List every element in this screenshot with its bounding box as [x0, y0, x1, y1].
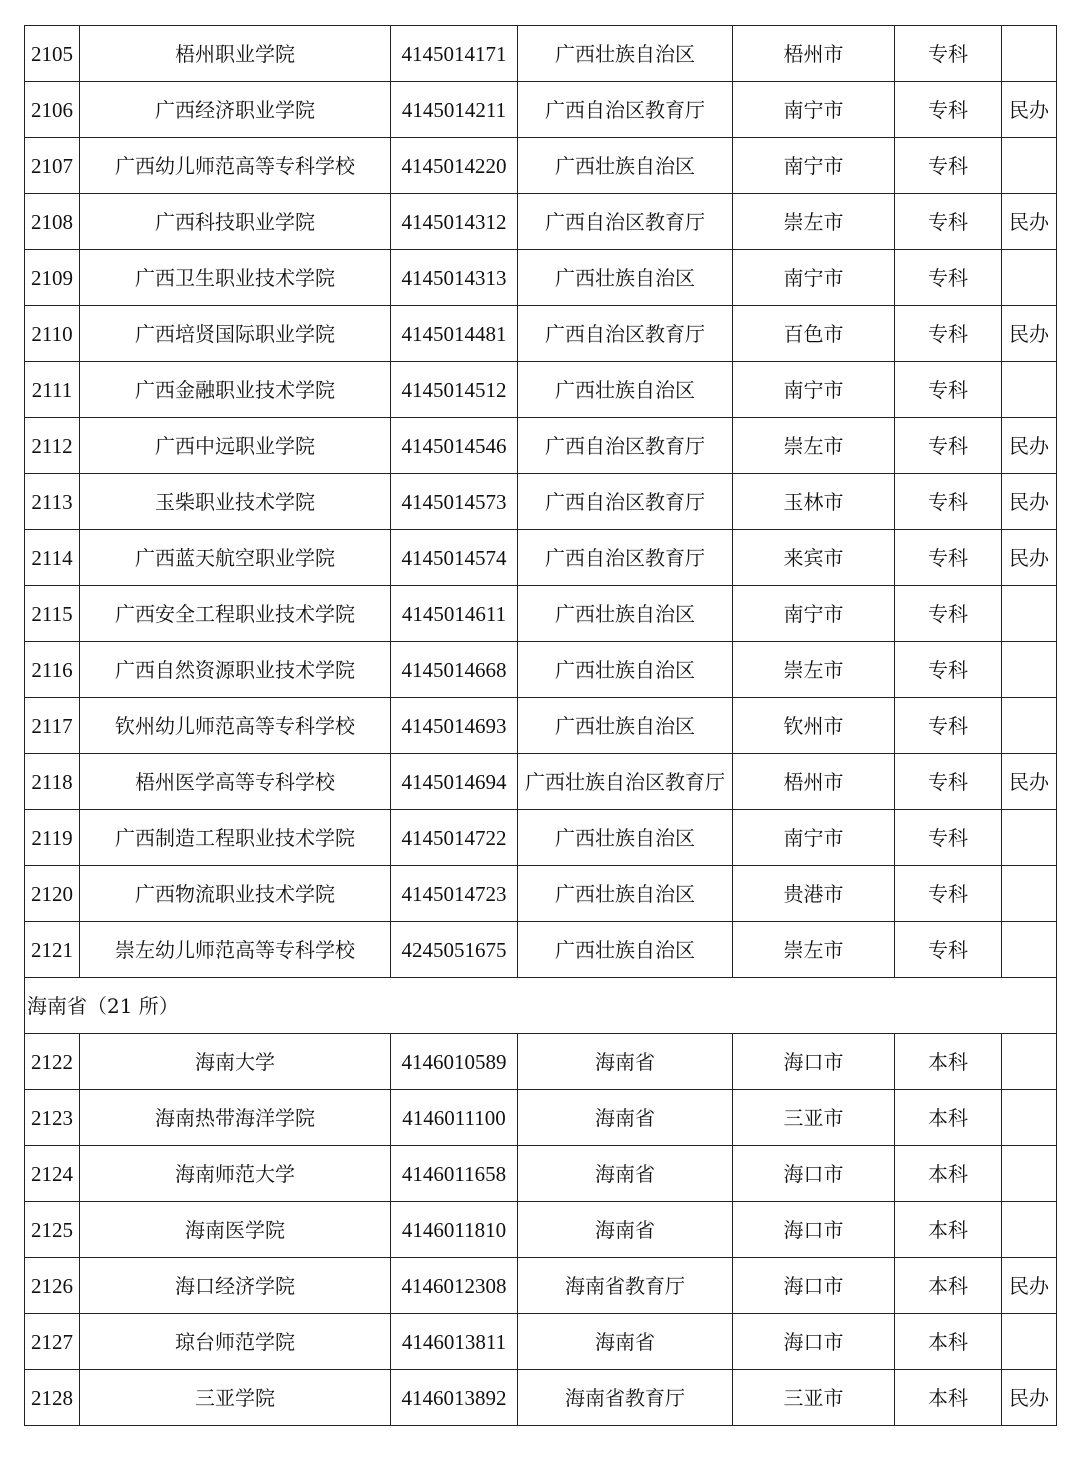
cell-education-level: 专科 — [895, 642, 1002, 698]
cell-serial-number: 2119 — [25, 810, 80, 866]
cell-school-name: 崇左幼儿师范高等专科学校 — [80, 922, 391, 978]
cell-education-level: 本科 — [895, 1258, 1002, 1314]
cell-supervising-department: 广西壮族自治区 — [518, 586, 733, 642]
cell-serial-number: 2110 — [25, 306, 80, 362]
cell-serial-number: 2127 — [25, 1314, 80, 1370]
cell-serial-number: 2114 — [25, 530, 80, 586]
cell-city: 海口市 — [733, 1034, 895, 1090]
cell-city: 海口市 — [733, 1202, 895, 1258]
cell-remark: 民办 — [1002, 1258, 1057, 1314]
cell-education-level: 本科 — [895, 1090, 1002, 1146]
cell-supervising-department: 广西自治区教育厅 — [518, 530, 733, 586]
cell-serial-number: 2105 — [25, 26, 80, 82]
cell-serial-number: 2116 — [25, 642, 80, 698]
cell-supervising-department: 广西壮族自治区 — [518, 26, 733, 82]
cell-school-name: 梧州职业学院 — [80, 26, 391, 82]
cell-serial-number: 2125 — [25, 1202, 80, 1258]
cell-education-level: 专科 — [895, 362, 1002, 418]
cell-city: 三亚市 — [733, 1090, 895, 1146]
cell-school-name: 琼台师范学院 — [80, 1314, 391, 1370]
cell-remark — [1002, 642, 1057, 698]
cell-serial-number: 2115 — [25, 586, 80, 642]
cell-remark: 民办 — [1002, 530, 1057, 586]
table-row — [25, 810, 1057, 866]
cell-school-name: 海南医学院 — [80, 1202, 391, 1258]
cell-education-level: 本科 — [895, 1370, 1002, 1426]
cell-city: 南宁市 — [733, 362, 895, 418]
cell-school-code: 4146010589 — [391, 1034, 518, 1090]
table-row — [25, 1202, 1057, 1258]
cell-education-level: 专科 — [895, 530, 1002, 586]
cell-school-code: 4145014312 — [391, 194, 518, 250]
cell-school-code: 4145014171 — [391, 26, 518, 82]
cell-serial-number: 2123 — [25, 1090, 80, 1146]
cell-education-level: 专科 — [895, 194, 1002, 250]
cell-remark — [1002, 1034, 1057, 1090]
cell-remark — [1002, 1146, 1057, 1202]
cell-city: 贵港市 — [733, 866, 895, 922]
cell-school-name: 海南师范大学 — [80, 1146, 391, 1202]
cell-remark: 民办 — [1002, 194, 1057, 250]
cell-school-code: 4146013892 — [391, 1370, 518, 1426]
cell-supervising-department: 广西自治区教育厅 — [518, 194, 733, 250]
cell-school-code: 4145014574 — [391, 530, 518, 586]
cell-supervising-department: 广西壮族自治区 — [518, 642, 733, 698]
cell-education-level: 专科 — [895, 474, 1002, 530]
cell-remark — [1002, 586, 1057, 642]
cell-remark — [1002, 250, 1057, 306]
guangxi-rows — [25, 26, 1057, 978]
cell-school-name: 广西制造工程职业技术学院 — [80, 810, 391, 866]
cell-city: 海口市 — [733, 1314, 895, 1370]
cell-education-level: 专科 — [895, 306, 1002, 362]
cell-education-level: 专科 — [895, 82, 1002, 138]
cell-city: 南宁市 — [733, 810, 895, 866]
cell-school-name: 广西物流职业技术学院 — [80, 866, 391, 922]
cell-school-code: 4145014512 — [391, 362, 518, 418]
cell-city: 海口市 — [733, 1146, 895, 1202]
cell-city: 海口市 — [733, 1258, 895, 1314]
cell-remark: 民办 — [1002, 306, 1057, 362]
table-row — [25, 1090, 1057, 1146]
cell-school-code: 4245051675 — [391, 922, 518, 978]
table-row — [25, 1370, 1057, 1426]
cell-supervising-department: 广西自治区教育厅 — [518, 474, 733, 530]
cell-school-code: 4146011100 — [391, 1090, 518, 1146]
table-row — [25, 1034, 1057, 1090]
cell-city: 梧州市 — [733, 26, 895, 82]
cell-school-code: 4145014481 — [391, 306, 518, 362]
cell-school-code: 4145014313 — [391, 250, 518, 306]
cell-remark: 民办 — [1002, 1370, 1057, 1426]
cell-education-level: 本科 — [895, 1202, 1002, 1258]
cell-serial-number: 2108 — [25, 194, 80, 250]
cell-education-level: 专科 — [895, 754, 1002, 810]
cell-school-name: 广西中远职业学院 — [80, 418, 391, 474]
cell-school-name: 广西培贤国际职业学院 — [80, 306, 391, 362]
cell-remark: 民办 — [1002, 474, 1057, 530]
table-row — [25, 474, 1057, 530]
table-row — [25, 194, 1057, 250]
cell-supervising-department: 广西壮族自治区 — [518, 698, 733, 754]
cell-city: 南宁市 — [733, 138, 895, 194]
cell-serial-number: 2117 — [25, 698, 80, 754]
cell-school-code: 4145014546 — [391, 418, 518, 474]
cell-school-code: 4145014211 — [391, 82, 518, 138]
cell-serial-number: 2122 — [25, 1034, 80, 1090]
cell-city: 崇左市 — [733, 194, 895, 250]
cell-school-name: 广西科技职业学院 — [80, 194, 391, 250]
section-label: 海南省（21 所） — [25, 978, 1057, 1034]
cell-school-name: 广西幼儿师范高等专科学校 — [80, 138, 391, 194]
cell-school-code: 4146011658 — [391, 1146, 518, 1202]
cell-serial-number: 2126 — [25, 1258, 80, 1314]
cell-city: 钦州市 — [733, 698, 895, 754]
cell-city: 三亚市 — [733, 1370, 895, 1426]
cell-supervising-department: 广西壮族自治区 — [518, 810, 733, 866]
section-header-row — [25, 978, 1057, 1034]
cell-city: 南宁市 — [733, 82, 895, 138]
cell-education-level: 专科 — [895, 698, 1002, 754]
cell-school-code: 4145014668 — [391, 642, 518, 698]
cell-education-level: 专科 — [895, 26, 1002, 82]
cell-school-code: 4145014723 — [391, 866, 518, 922]
cell-education-level: 专科 — [895, 922, 1002, 978]
cell-school-code: 4146012308 — [391, 1258, 518, 1314]
table-row — [25, 754, 1057, 810]
cell-serial-number: 2118 — [25, 754, 80, 810]
cell-remark — [1002, 362, 1057, 418]
table-row — [25, 1146, 1057, 1202]
cell-school-code: 4145014611 — [391, 586, 518, 642]
cell-school-code: 4145014573 — [391, 474, 518, 530]
table-row — [25, 1258, 1057, 1314]
cell-school-name: 三亚学院 — [80, 1370, 391, 1426]
cell-remark — [1002, 26, 1057, 82]
cell-serial-number: 2124 — [25, 1146, 80, 1202]
cell-serial-number: 2113 — [25, 474, 80, 530]
cell-education-level: 本科 — [895, 1314, 1002, 1370]
cell-school-code: 4145014693 — [391, 698, 518, 754]
cell-remark — [1002, 1090, 1057, 1146]
cell-education-level: 专科 — [895, 138, 1002, 194]
cell-education-level: 专科 — [895, 866, 1002, 922]
cell-school-code: 4146011810 — [391, 1202, 518, 1258]
cell-city: 崇左市 — [733, 418, 895, 474]
cell-school-name: 钦州幼儿师范高等专科学校 — [80, 698, 391, 754]
cell-school-code: 4145014694 — [391, 754, 518, 810]
cell-serial-number: 2109 — [25, 250, 80, 306]
cell-supervising-department: 海南省教育厅 — [518, 1258, 733, 1314]
cell-serial-number: 2106 — [25, 82, 80, 138]
section-group — [25, 978, 1057, 1034]
cell-remark: 民办 — [1002, 82, 1057, 138]
table-row — [25, 250, 1057, 306]
cell-school-name: 广西金融职业技术学院 — [80, 362, 391, 418]
cell-supervising-department: 海南省 — [518, 1034, 733, 1090]
cell-remark — [1002, 698, 1057, 754]
table-row — [25, 642, 1057, 698]
cell-city: 南宁市 — [733, 250, 895, 306]
table-row — [25, 362, 1057, 418]
cell-supervising-department: 广西壮族自治区 — [518, 250, 733, 306]
cell-education-level: 专科 — [895, 418, 1002, 474]
cell-remark: 民办 — [1002, 418, 1057, 474]
cell-city: 崇左市 — [733, 922, 895, 978]
cell-supervising-department: 海南省 — [518, 1202, 733, 1258]
table-row — [25, 866, 1057, 922]
cell-remark — [1002, 1202, 1057, 1258]
table-row — [25, 26, 1057, 82]
cell-serial-number: 2128 — [25, 1370, 80, 1426]
table-row — [25, 530, 1057, 586]
cell-city: 南宁市 — [733, 586, 895, 642]
cell-education-level: 专科 — [895, 586, 1002, 642]
cell-supervising-department: 海南省 — [518, 1090, 733, 1146]
cell-serial-number: 2111 — [25, 362, 80, 418]
cell-school-name: 海南大学 — [80, 1034, 391, 1090]
university-list-table — [24, 25, 1057, 1426]
cell-remark — [1002, 138, 1057, 194]
cell-city: 崇左市 — [733, 642, 895, 698]
table-row — [25, 306, 1057, 362]
cell-remark — [1002, 810, 1057, 866]
cell-school-name: 广西自然资源职业技术学院 — [80, 642, 391, 698]
table-row — [25, 922, 1057, 978]
cell-supervising-department: 海南省 — [518, 1146, 733, 1202]
table-row — [25, 138, 1057, 194]
table-row — [25, 698, 1057, 754]
cell-school-code: 4145014220 — [391, 138, 518, 194]
cell-school-name: 梧州医学高等专科学校 — [80, 754, 391, 810]
cell-supervising-department: 海南省 — [518, 1314, 733, 1370]
cell-city: 梧州市 — [733, 754, 895, 810]
table-row — [25, 1314, 1057, 1370]
cell-supervising-department: 广西自治区教育厅 — [518, 306, 733, 362]
cell-school-name: 广西卫生职业技术学院 — [80, 250, 391, 306]
cell-serial-number: 2107 — [25, 138, 80, 194]
cell-supervising-department: 海南省教育厅 — [518, 1370, 733, 1426]
cell-serial-number: 2120 — [25, 866, 80, 922]
cell-remark: 民办 — [1002, 754, 1057, 810]
cell-supervising-department: 广西壮族自治区 — [518, 138, 733, 194]
cell-supervising-department: 广西壮族自治区 — [518, 866, 733, 922]
cell-supervising-department: 广西壮族自治区 — [518, 362, 733, 418]
cell-serial-number: 2121 — [25, 922, 80, 978]
cell-school-name: 海南热带海洋学院 — [80, 1090, 391, 1146]
cell-supervising-department: 广西自治区教育厅 — [518, 418, 733, 474]
cell-school-name: 广西蓝天航空职业学院 — [80, 530, 391, 586]
cell-education-level: 专科 — [895, 250, 1002, 306]
cell-education-level: 专科 — [895, 810, 1002, 866]
table-row — [25, 586, 1057, 642]
cell-school-name: 海口经济学院 — [80, 1258, 391, 1314]
cell-education-level: 本科 — [895, 1146, 1002, 1202]
hainan-rows — [25, 1034, 1057, 1426]
cell-remark — [1002, 922, 1057, 978]
cell-city: 来宾市 — [733, 530, 895, 586]
table-row — [25, 82, 1057, 138]
cell-school-name: 玉柴职业技术学院 — [80, 474, 391, 530]
cell-school-code: 4145014722 — [391, 810, 518, 866]
cell-remark — [1002, 1314, 1057, 1370]
cell-city: 百色市 — [733, 306, 895, 362]
cell-school-code: 4146013811 — [391, 1314, 518, 1370]
cell-school-name: 广西经济职业学院 — [80, 82, 391, 138]
table-row — [25, 418, 1057, 474]
cell-education-level: 本科 — [895, 1034, 1002, 1090]
cell-school-name: 广西安全工程职业技术学院 — [80, 586, 391, 642]
cell-remark — [1002, 866, 1057, 922]
cell-serial-number: 2112 — [25, 418, 80, 474]
cell-supervising-department: 广西自治区教育厅 — [518, 82, 733, 138]
cell-city: 玉林市 — [733, 474, 895, 530]
cell-supervising-department: 广西壮族自治区 — [518, 922, 733, 978]
cell-supervising-department: 广西壮族自治区教育厅 — [518, 754, 733, 810]
